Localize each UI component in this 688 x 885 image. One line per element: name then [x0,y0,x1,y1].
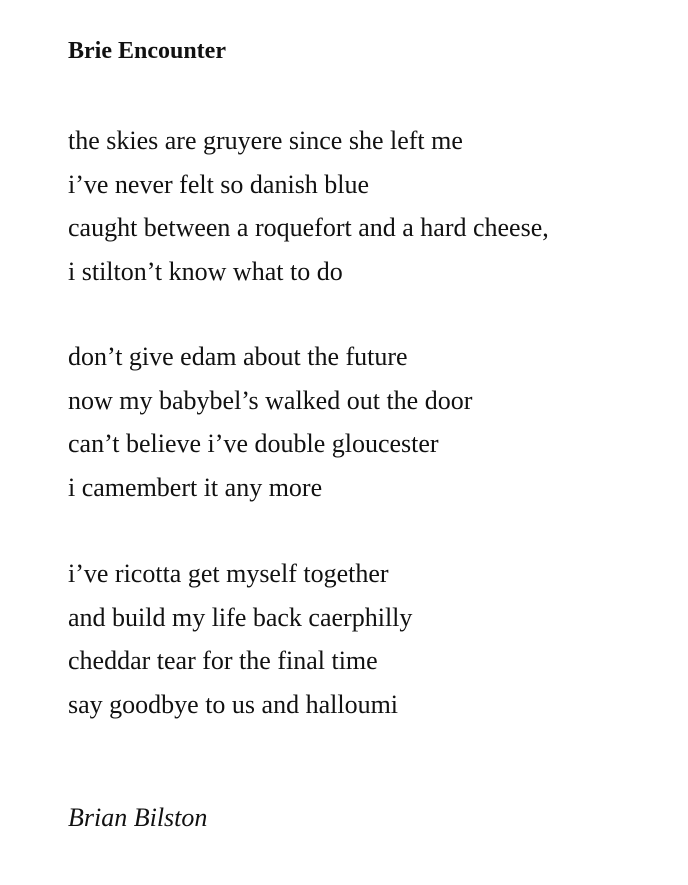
poem-line: can’t believe i’ve double gloucester [68,429,439,458]
stanza-1 [68,119,668,293]
poem-line: cheddar tear for the final time [68,646,378,675]
poem-line: i camembert it any more [68,472,323,502]
stanza-3 [68,552,668,726]
poem-line: i’ve ricotta get myself together [68,559,389,588]
poem-line: don’t give edam about the future [68,342,408,371]
poem-line: caught between a roquefort and a hard cheese, [68,213,549,242]
poem-line: now my babybel’s walked out the door [68,385,473,415]
poem-line: i stilton’t know what to do [68,256,343,286]
poem-title: Brie Encounter [68,38,226,64]
poem-line: and build my life back caerphilly [68,602,413,632]
poem-line: the skies are gruyere since she left me [68,126,463,155]
poem-line: i’ve never felt so danish blue [68,169,370,199]
stanza-2 [68,335,668,509]
poem-author: Brian Bilston [68,803,208,832]
poem-line: say goodbye to us and halloumi [68,689,399,719]
